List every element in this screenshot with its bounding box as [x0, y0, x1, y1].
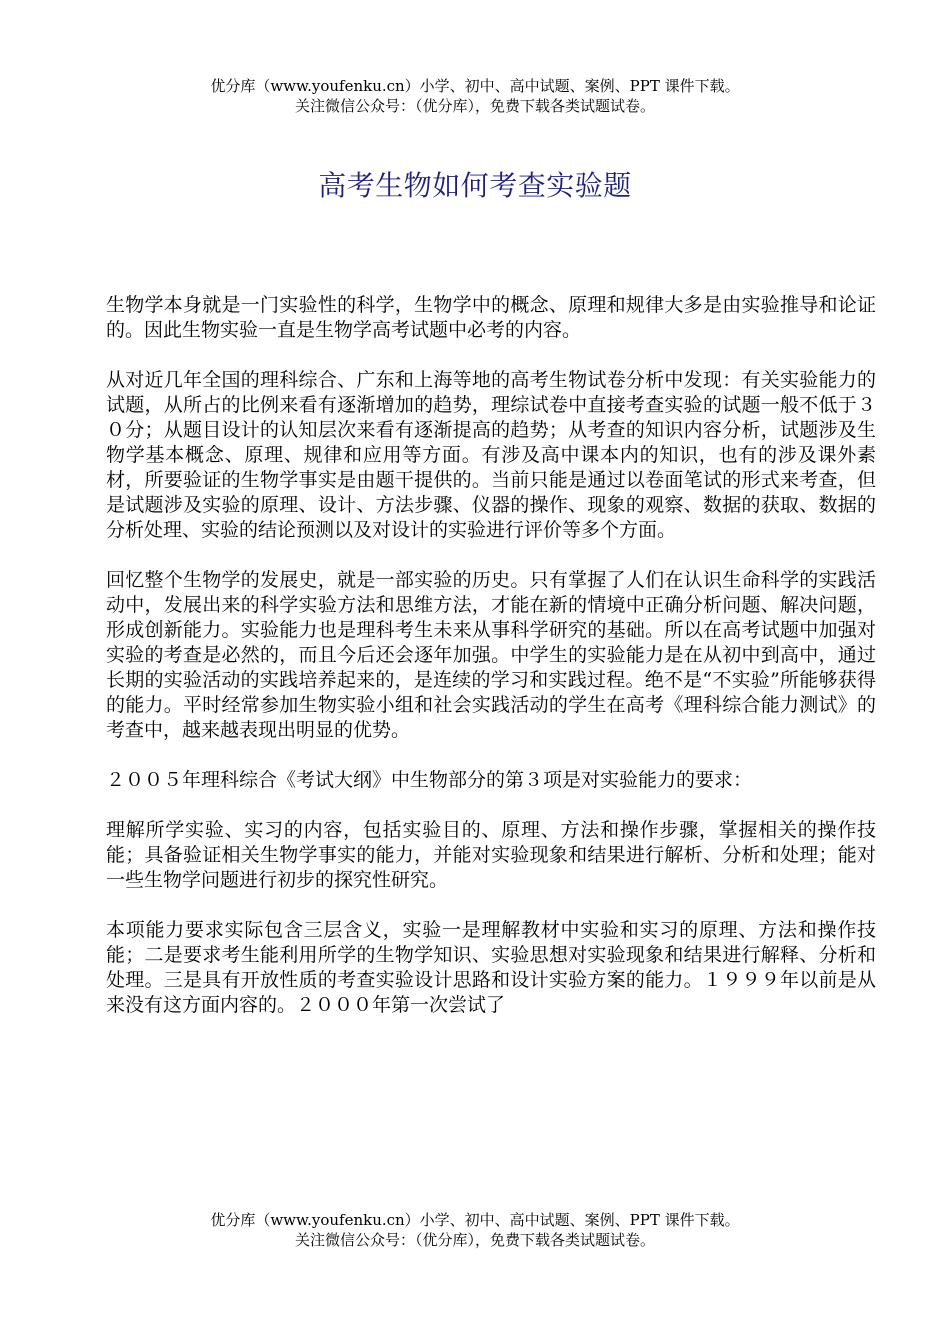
paragraph-3: 回忆整个生物学的发展史，就是一部实验的历史。只有掌握了人们在认识生命科学的实践活动中，发展出来的科学实验方法和思维方法，才能在新的情境中正确分析问题、解决问题，形成创新能力。实验能力也是理科考生未来从事科学研究的基础。所以在高考试题中加强对实验的考查是必然的，而且今后还会逐年加强。中学生的实验能力是在从初中到高中，通过长期的实验活动的实践培养起来的，是连续的学习和实践过程。绝不是“不实验”所能够获得的能力。平时经常参加生物实验小组和社会实践活动的学生在高考《理科综合能力测试》的考查中，越来越表现出明显的优势。 — [106, 569, 876, 741]
page-header — [0, 76, 950, 116]
paragraph-1: 生物学本身就是一门实验性的科学，生物学中的概念、原理和规律大多是由实验推导和论证的。因此生物实验一直是生物学高考试题中必考的内容。 — [106, 294, 876, 341]
footer-line-2: 关注微信公众号：（优分库），免费下载各类试题试卷。 — [294, 1231, 655, 1249]
document-title: 高考生物如何考查实验题 — [318, 169, 632, 202]
paragraph-6: 本项能力要求实际包含三层含义，实验一是理解教材中实验和实习的原理、方法和操作技能；二是要求考生能利用所学的生物学知识、实验思想对实验现象和结果进行解释、分析和处理。三是具有开放性质的考查实验设计思路和设计实验方案的能力。１９９９年以前是从来没有这方面内容的。２０００年第一次尝试了 — [106, 919, 876, 1016]
header-line-2: 关注微信公众号：（优分库），免费下载各类试题试卷。 — [294, 97, 655, 115]
paragraph-4: ２００５年理科综合《考试大纲》中生物部分的第３项是对实验能力的要求： — [106, 769, 753, 791]
page-footer — [0, 1210, 950, 1250]
paragraph-5: 理解所学实验、实习的内容，包括实验目的、原理、方法和操作步骤，掌握相关的操作技能；具备验证相关生物学事实的能力，并能对实验现象和结果进行解析、分析和处理；能对一些生物学问题进行初步的探究性研究。 — [106, 819, 876, 891]
paragraph-2: 从对近几年全国的理科综合、广东和上海等地的高考生物试卷分析中发现：有关实验能力的试题，从所占的比例来看有逐渐增加的趋势，理综试卷中直接考查实验的试题一般不低于３０分；从题目设计的认知层次来看有逐渐提高的趋势；从考查的知识内容分析，试题涉及生物学基本概念、原理、规律和应用等方面。有涉及高中课本内的知识，也有的涉及课外素材，所要验证的生物学事实是由题干提供的。当前只能是通过以卷面笔试的形式来考查，但是试题涉及实验的原理、设计、方法步骤、仪器的操作、现象的观察、数据的获取、数据的分析处理、实验的结论预测以及对设计的实验进行评价等多个方面。 — [106, 369, 876, 541]
document-body — [106, 293, 876, 1043]
footer-line-1: 优分库（www.youfenku.cn）小学、初中、高中试题、案例、PPT 课件下载。 — [210, 1211, 740, 1229]
header-line-1: 优分库（www.youfenku.cn）小学、初中、高中试题、案例、PPT 课件下载。 — [210, 77, 740, 95]
